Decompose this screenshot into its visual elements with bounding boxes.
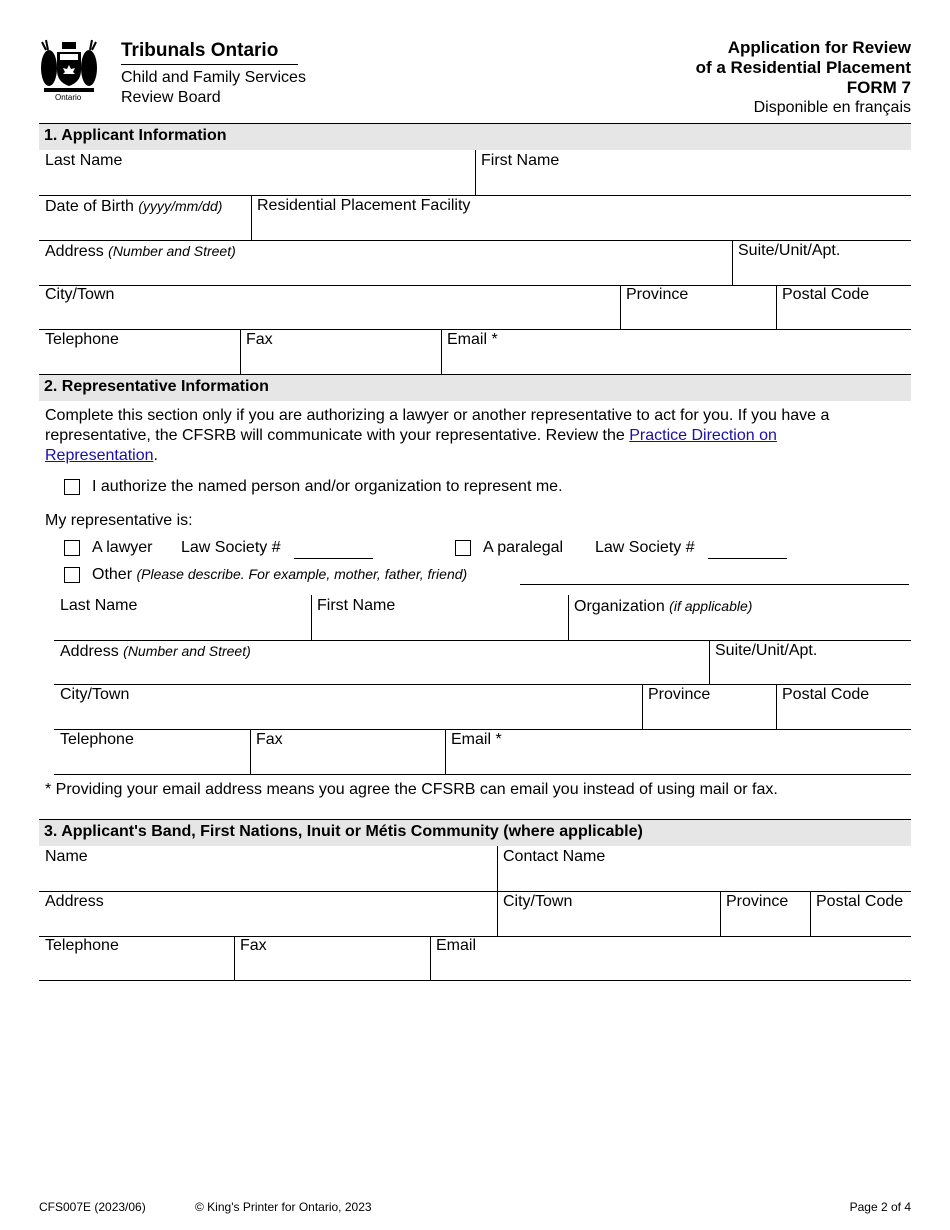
s1-first-name-field[interactable] — [476, 150, 911, 195]
lawyer-law-society-input[interactable] — [294, 558, 373, 559]
s2-organization-hint: (if applicable) — [669, 598, 753, 614]
s2-organization-field[interactable] — [569, 595, 911, 640]
practice-direction-link[interactable]: Practice Direction on — [629, 427, 777, 444]
s2-intro-line3 — [45, 447, 158, 465]
s1-email-field[interactable] — [442, 329, 911, 374]
s2-city-label: City/Town — [60, 686, 130, 703]
s1-telephone-label: Telephone — [45, 331, 119, 348]
my-representative-label: My representative is: — [45, 512, 193, 529]
law-society-label-2: Law Society # — [595, 539, 695, 556]
s3-postal-label: Postal Code — [816, 893, 904, 910]
s1-address-text: Address — [45, 243, 104, 260]
s3-telephone-label: Telephone — [45, 937, 119, 954]
other-hint: (Please describe. For example, mother, father, friend) — [136, 566, 468, 582]
s2-intro-line2 — [45, 427, 777, 445]
s1-postal-label: Postal Code — [782, 286, 870, 303]
s2-address-field[interactable] — [54, 640, 709, 684]
authorize-checkbox[interactable] — [64, 479, 80, 495]
s3-contact-name-label: Contact Name — [503, 848, 606, 865]
s1-suite-label: Suite/Unit/Apt. — [738, 242, 841, 259]
s2-last-name-field[interactable] — [54, 595, 311, 640]
s1-first-name-label: First Name — [481, 152, 560, 169]
s3-name-field[interactable] — [39, 846, 497, 891]
s2-intro-text: representative, the CFSRB will communicate with your representative. Review the — [45, 427, 630, 444]
form-title-line1: Application for Review — [727, 38, 911, 57]
paralegal-checkbox[interactable] — [455, 540, 471, 556]
org-underline — [121, 64, 298, 65]
law-society-label-1: Law Society # — [181, 539, 281, 556]
s1-address-field[interactable] — [39, 240, 732, 285]
s1-province-label: Province — [626, 286, 689, 303]
s2-suite-field[interactable] — [710, 640, 911, 684]
s1-province-field[interactable] — [621, 285, 776, 329]
s1-last-name-label: Last Name — [45, 152, 123, 169]
s1-facility-label: Residential Placement Facility — [257, 197, 471, 214]
s3-name-label: Name — [45, 848, 88, 865]
paralegal-label: A paralegal — [483, 539, 564, 556]
s2-email-label: Email * — [451, 731, 502, 748]
s2-row-line — [54, 774, 911, 775]
footer-copyright: © King's Printer for Ontario, 2023 — [195, 1200, 372, 1214]
s3-email-field[interactable] — [431, 936, 911, 980]
s1-last-name-field[interactable] — [39, 150, 475, 195]
s1-email-label: Email * — [447, 331, 498, 348]
s2-first-name-field[interactable] — [312, 595, 568, 640]
s1-address-hint: (Number and Street) — [108, 243, 236, 259]
s2-suite-label: Suite/Unit/Apt. — [715, 642, 818, 659]
s3-contact-name-field[interactable] — [498, 846, 911, 891]
s3-fax-label: Fax — [240, 937, 267, 954]
s2-intro-line1: Complete this section only if you are authorizing a lawyer or another representative to act for you. If you have a — [45, 407, 830, 424]
s1-dob-field[interactable] — [39, 195, 251, 240]
s1-fax-field[interactable] — [241, 329, 441, 374]
s3-postal-field[interactable] — [811, 891, 911, 936]
s3-province-label: Province — [726, 893, 789, 910]
s2-intro-period: . — [153, 447, 158, 464]
s2-organization-text: Organization — [574, 598, 665, 615]
s1-facility-field[interactable] — [252, 195, 911, 240]
s2-postal-field[interactable] — [777, 684, 911, 729]
s1-fax-label: Fax — [246, 331, 273, 348]
board-name-line2: Review Board — [121, 89, 221, 106]
form-number: FORM 7 — [846, 78, 911, 97]
email-consent-note: * Providing your email address means you agree the CFSRB can email you instead of using mail or fax. — [45, 781, 778, 798]
other-text: Other — [92, 566, 133, 583]
s3-address-field[interactable] — [39, 891, 497, 936]
s1-dob-text: Date of Birth — [45, 198, 134, 215]
s2-province-label: Province — [648, 686, 711, 703]
footer-form-code: CFS007E (2023/06) — [39, 1200, 146, 1214]
authorize-label: I authorize the named person and/or organization to represent me. — [92, 478, 563, 495]
s1-city-field[interactable] — [39, 285, 620, 329]
practice-direction-link-cont[interactable]: Representation — [45, 447, 154, 464]
s2-telephone-label: Telephone — [60, 731, 134, 748]
s2-fax-label: Fax — [256, 731, 283, 748]
section2-header: 2. Representative Information — [39, 374, 911, 401]
form-title-block — [696, 38, 911, 118]
s2-postal-label: Postal Code — [782, 686, 870, 703]
s3-city-field[interactable] — [498, 891, 720, 936]
s3-city-label: City/Town — [503, 893, 573, 910]
s1-postal-field[interactable] — [777, 285, 911, 329]
s2-telephone-field[interactable] — [54, 729, 250, 774]
s3-telephone-field[interactable] — [39, 936, 234, 980]
other-label — [92, 565, 467, 584]
other-checkbox[interactable] — [64, 567, 80, 583]
s3-row-line — [39, 980, 911, 981]
section1-header: 1. Applicant Information — [39, 123, 911, 150]
s3-fax-field[interactable] — [235, 936, 430, 980]
s2-address-text: Address — [60, 643, 119, 660]
s3-email-label: Email — [436, 937, 477, 954]
paralegal-law-society-input[interactable] — [708, 558, 787, 559]
logo-caption: Ontario — [55, 93, 82, 102]
s1-dob-hint: (yyyy/mm/dd) — [138, 198, 223, 214]
s2-province-field[interactable] — [643, 684, 776, 729]
s2-city-field[interactable] — [54, 684, 642, 729]
lawyer-label: A lawyer — [92, 539, 153, 556]
board-name-line1: Child and Family Services — [121, 69, 306, 86]
s3-address-label: Address — [45, 893, 104, 910]
s3-province-field[interactable] — [721, 891, 810, 936]
footer-page-number: Page 2 of 4 — [849, 1200, 911, 1214]
s1-telephone-field[interactable] — [39, 329, 240, 374]
s2-last-name-label: Last Name — [60, 597, 138, 614]
s1-suite-field[interactable] — [733, 240, 911, 285]
other-description-input[interactable] — [520, 584, 909, 585]
s2-first-name-label: First Name — [317, 597, 396, 614]
org-name: Tribunals Ontario — [121, 40, 279, 61]
s2-email-field[interactable] — [446, 729, 911, 774]
lawyer-checkbox[interactable] — [64, 540, 80, 556]
s2-address-hint: (Number and Street) — [123, 643, 251, 659]
s2-fax-field[interactable] — [251, 729, 445, 774]
section3-header: 3. Applicant's Band, First Nations, Inuit or Métis Community (where applicable) — [39, 819, 911, 846]
s1-city-label: City/Town — [45, 286, 115, 303]
french-notice[interactable]: Disponible en français — [753, 99, 911, 116]
form-title-line2: of a Residential Placement — [695, 58, 911, 77]
